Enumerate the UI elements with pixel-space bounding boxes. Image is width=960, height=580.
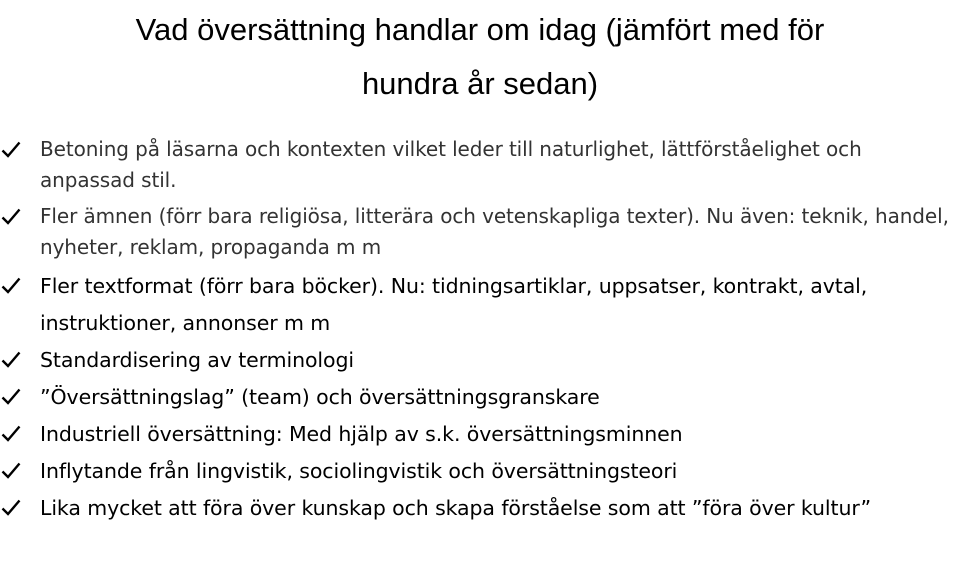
checkmark-icon bbox=[0, 134, 22, 165]
checkmark-icon bbox=[0, 201, 22, 232]
bullet-item bbox=[0, 201, 960, 263]
slide-title-line-1: Vad översättning handlar om idag (jämfört med för bbox=[135, 12, 825, 47]
checkmark-icon bbox=[0, 453, 22, 489]
bullet-text: Standardisering av terminologi bbox=[40, 348, 354, 372]
bullet-item bbox=[0, 134, 960, 196]
slide-title bbox=[20, 0, 940, 111]
checkmark-icon bbox=[0, 379, 22, 415]
bullet-list bbox=[0, 134, 960, 527]
checkmark-icon bbox=[0, 416, 22, 452]
bullet-text: Lika mycket att föra över kunskap och skapa förståelse som att ”föra över kultur” bbox=[40, 496, 872, 520]
bullet-text: Betoning på läsarna och kontexten vilket leder till naturlighet, lättförståelighet och anpassad stil. bbox=[40, 137, 862, 192]
bullet-item bbox=[0, 416, 960, 453]
bullet-item bbox=[0, 268, 960, 342]
bullet-text: Fler ämnen (förr bara religiösa, litterära och vetenskapliga texter). Nu även: teknik, handel, nyheter, reklam, propaganda m m bbox=[40, 204, 949, 259]
bullet-item bbox=[0, 453, 960, 490]
bullet-text: ”Översättningslag” (team) och översättningsgranskare bbox=[40, 385, 600, 409]
bullet-text: Industriell översättning: Med hjälp av s.k. översättningsminnen bbox=[40, 422, 683, 446]
bullet-item bbox=[0, 379, 960, 416]
checkmark-icon bbox=[0, 490, 22, 526]
bullet-text: Fler textformat (förr bara böcker). Nu: tidningsartiklar, uppsatser, kontrakt, avtal, instruktioner, annonser m m bbox=[40, 274, 868, 335]
slide-title-line-2: hundra år sedan) bbox=[361, 66, 599, 101]
bullet-item bbox=[0, 490, 960, 527]
checkmark-icon bbox=[0, 342, 22, 378]
bullet-text: Inflytande från lingvistik, sociolingvistik och översättningsteori bbox=[40, 459, 678, 483]
bullet-item bbox=[0, 342, 960, 379]
checkmark-icon bbox=[0, 268, 22, 304]
